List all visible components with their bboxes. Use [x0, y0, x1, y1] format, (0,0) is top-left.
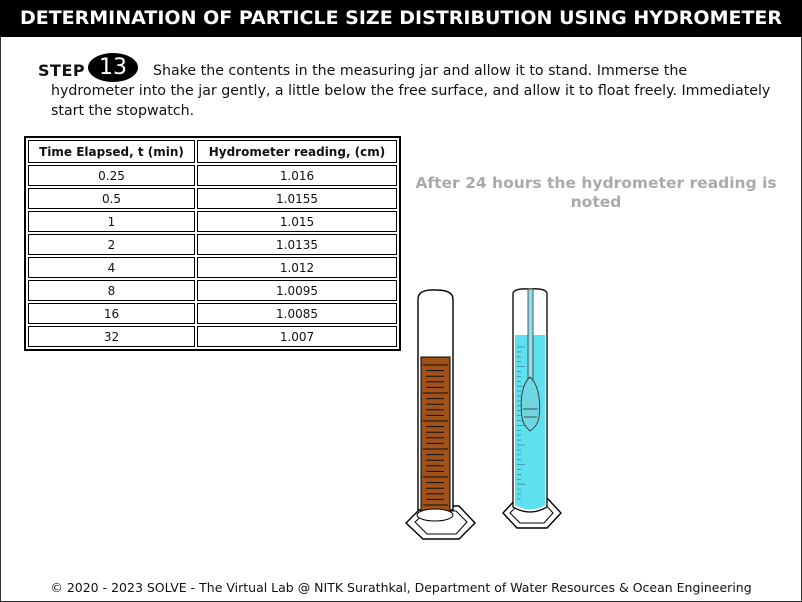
column-header-time: Time Elapsed, t (min)	[28, 140, 195, 163]
reading-cell: 1.012	[197, 257, 397, 278]
table-row	[28, 280, 397, 301]
reading-cell: 1.0085	[197, 303, 397, 324]
page-title: DETERMINATION OF PARTICLE SIZE DISTRIBUTION USING HYDROMETER	[0, 0, 802, 37]
step-instruction: Shake the contents in the measuring jar and allow it to stand. Immerse the hydrometer into the jar gently, a little below the free surface, and allow it to float freely. Immediately start the stopwatch.	[51, 63, 771, 119]
time-cell: 2	[28, 234, 195, 255]
reading-cell: 1.016	[197, 165, 397, 186]
time-cell: 16	[28, 303, 195, 324]
hydrometer-readings-table	[24, 136, 401, 351]
water-cylinder	[503, 289, 561, 528]
time-cell: 0.5	[28, 188, 195, 209]
column-header-reading: Hydrometer reading, (cm)	[197, 140, 397, 163]
step-label: STEP	[38, 61, 86, 80]
reading-cell: 1.0095	[197, 280, 397, 301]
table-row	[28, 326, 397, 347]
step-number-badge: 13	[88, 53, 138, 82]
soil-cylinder	[406, 290, 475, 539]
time-cell: 4	[28, 257, 195, 278]
time-cell: 0.25	[28, 165, 195, 186]
reading-cell: 1.015	[197, 211, 397, 232]
hydrometer-note: After 24 hours the hydrometer reading is noted	[415, 174, 777, 211]
cylinders-illustration	[400, 285, 580, 547]
table-row	[28, 303, 397, 324]
reading-cell: 1.0135	[197, 234, 397, 255]
table-row	[28, 211, 397, 232]
table-header-row	[28, 140, 397, 163]
time-cell: 1	[28, 211, 195, 232]
time-cell: 32	[28, 326, 195, 347]
footer-copyright: © 2020 - 2023 SOLVE - The Virtual Lab @ NITK Surathkal, Department of Water Resources & Ocean Engineering	[50, 580, 752, 595]
soil-suspension	[421, 357, 450, 513]
reading-cell: 1.0155	[197, 188, 397, 209]
table-row	[28, 257, 397, 278]
reading-cell: 1.007	[197, 326, 397, 347]
table-row	[28, 188, 397, 209]
time-cell: 8	[28, 280, 195, 301]
table-row	[28, 165, 397, 186]
table-row	[28, 234, 397, 255]
